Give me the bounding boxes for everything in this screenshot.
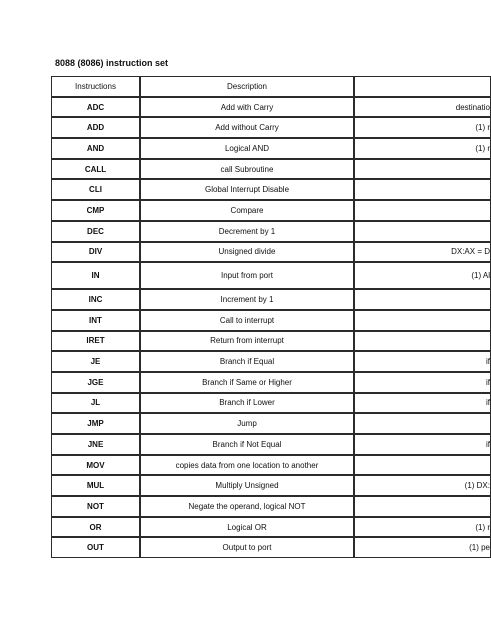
table-row <box>51 372 491 393</box>
column-header-details <box>354 76 491 97</box>
table-row <box>51 138 491 159</box>
instruction-cell: INC <box>51 289 140 310</box>
table-row <box>51 413 491 434</box>
instruction-cell: ADC <box>51 97 140 118</box>
instruction-cell: MUL <box>51 475 140 496</box>
instruction-cell: OUT <box>51 537 140 558</box>
instruction-cell: CMP <box>51 200 140 221</box>
instruction-cell: OR <box>51 517 140 538</box>
description-cell: Logical AND <box>140 138 354 159</box>
description-cell: Call to interrupt <box>140 310 354 331</box>
detail-cell <box>354 200 491 221</box>
table-row <box>51 351 491 372</box>
detail-cell <box>354 179 491 200</box>
detail-cell <box>354 310 491 331</box>
description-cell: Logical OR <box>140 517 354 538</box>
description-cell: Branch if Not Equal <box>140 434 354 455</box>
instruction-table <box>51 76 491 558</box>
table-row <box>51 537 491 558</box>
instruction-cell: JNE <box>51 434 140 455</box>
instruction-cell: CLI <box>51 179 140 200</box>
detail-cell <box>354 289 491 310</box>
instruction-cell: CALL <box>51 159 140 180</box>
table-row <box>51 455 491 476</box>
detail-cell: (1) Al <box>354 262 491 289</box>
detail-cell: if <box>354 351 491 372</box>
description-cell: Branch if Equal <box>140 351 354 372</box>
detail-cell: (1) r <box>354 517 491 538</box>
description-cell: call Subroutine <box>140 159 354 180</box>
detail-cell <box>354 413 491 434</box>
table-row <box>51 331 491 352</box>
detail-cell: (1) pe <box>354 537 491 558</box>
table-row <box>51 289 491 310</box>
detail-cell <box>354 159 491 180</box>
description-cell: copies data from one location to another <box>140 455 354 476</box>
instruction-cell: JMP <box>51 413 140 434</box>
table-row <box>51 97 491 118</box>
detail-cell: if <box>354 372 491 393</box>
table-row <box>51 159 491 180</box>
instruction-cell: JL <box>51 393 140 414</box>
detail-cell: if <box>354 434 491 455</box>
table-body <box>51 97 491 558</box>
description-cell: Compare <box>140 200 354 221</box>
detail-cell: DX:AX = D <box>354 242 491 263</box>
detail-cell: (1) DX: <box>354 475 491 496</box>
detail-cell: (1) r <box>354 117 491 138</box>
description-cell: Return from interrupt <box>140 331 354 352</box>
description-cell: Add without Carry <box>140 117 354 138</box>
detail-cell <box>354 496 491 517</box>
table-row <box>51 496 491 517</box>
description-cell: Add with Carry <box>140 97 354 118</box>
description-cell: Output to port <box>140 537 354 558</box>
instruction-cell: ADD <box>51 117 140 138</box>
instruction-cell: DIV <box>51 242 140 263</box>
document-title: 8088 (8086) instruction set <box>55 58 169 68</box>
description-cell: Jump <box>140 413 354 434</box>
instruction-cell: NOT <box>51 496 140 517</box>
table-row <box>51 262 491 289</box>
detail-cell <box>354 221 491 242</box>
table-header-row <box>51 76 491 97</box>
description-cell: Input from port <box>140 262 354 289</box>
table-row <box>51 221 491 242</box>
description-cell: Decrement by 1 <box>140 221 354 242</box>
description-cell: Branch if Same or Higher <box>140 372 354 393</box>
detail-cell <box>354 331 491 352</box>
column-header-description: Description <box>140 76 354 97</box>
detail-cell: if <box>354 393 491 414</box>
table-row <box>51 393 491 414</box>
detail-cell: destinatio <box>354 97 491 118</box>
table-row <box>51 242 491 263</box>
column-header-instructions: Instructions <box>51 76 140 97</box>
instruction-cell: IRET <box>51 331 140 352</box>
description-cell: Increment by 1 <box>140 289 354 310</box>
instruction-cell: MOV <box>51 455 140 476</box>
detail-cell: (1) r <box>354 138 491 159</box>
table-row <box>51 200 491 221</box>
table-row <box>51 434 491 455</box>
instruction-cell: JGE <box>51 372 140 393</box>
description-cell: Branch if Lower <box>140 393 354 414</box>
table-row <box>51 179 491 200</box>
detail-cell <box>354 455 491 476</box>
table-row <box>51 117 491 138</box>
instruction-cell: IN <box>51 262 140 289</box>
table-row <box>51 310 491 331</box>
table-row <box>51 475 491 496</box>
description-cell: Multiply Unsigned <box>140 475 354 496</box>
table-row <box>51 517 491 538</box>
instruction-cell: JE <box>51 351 140 372</box>
instruction-cell: AND <box>51 138 140 159</box>
instruction-cell: DEC <box>51 221 140 242</box>
description-cell: Global Interrupt Disable <box>140 179 354 200</box>
description-cell: Negate the operand, logical NOT <box>140 496 354 517</box>
description-cell: Unsigned divide <box>140 242 354 263</box>
instruction-cell: INT <box>51 310 140 331</box>
instruction-table-container <box>51 76 490 572</box>
